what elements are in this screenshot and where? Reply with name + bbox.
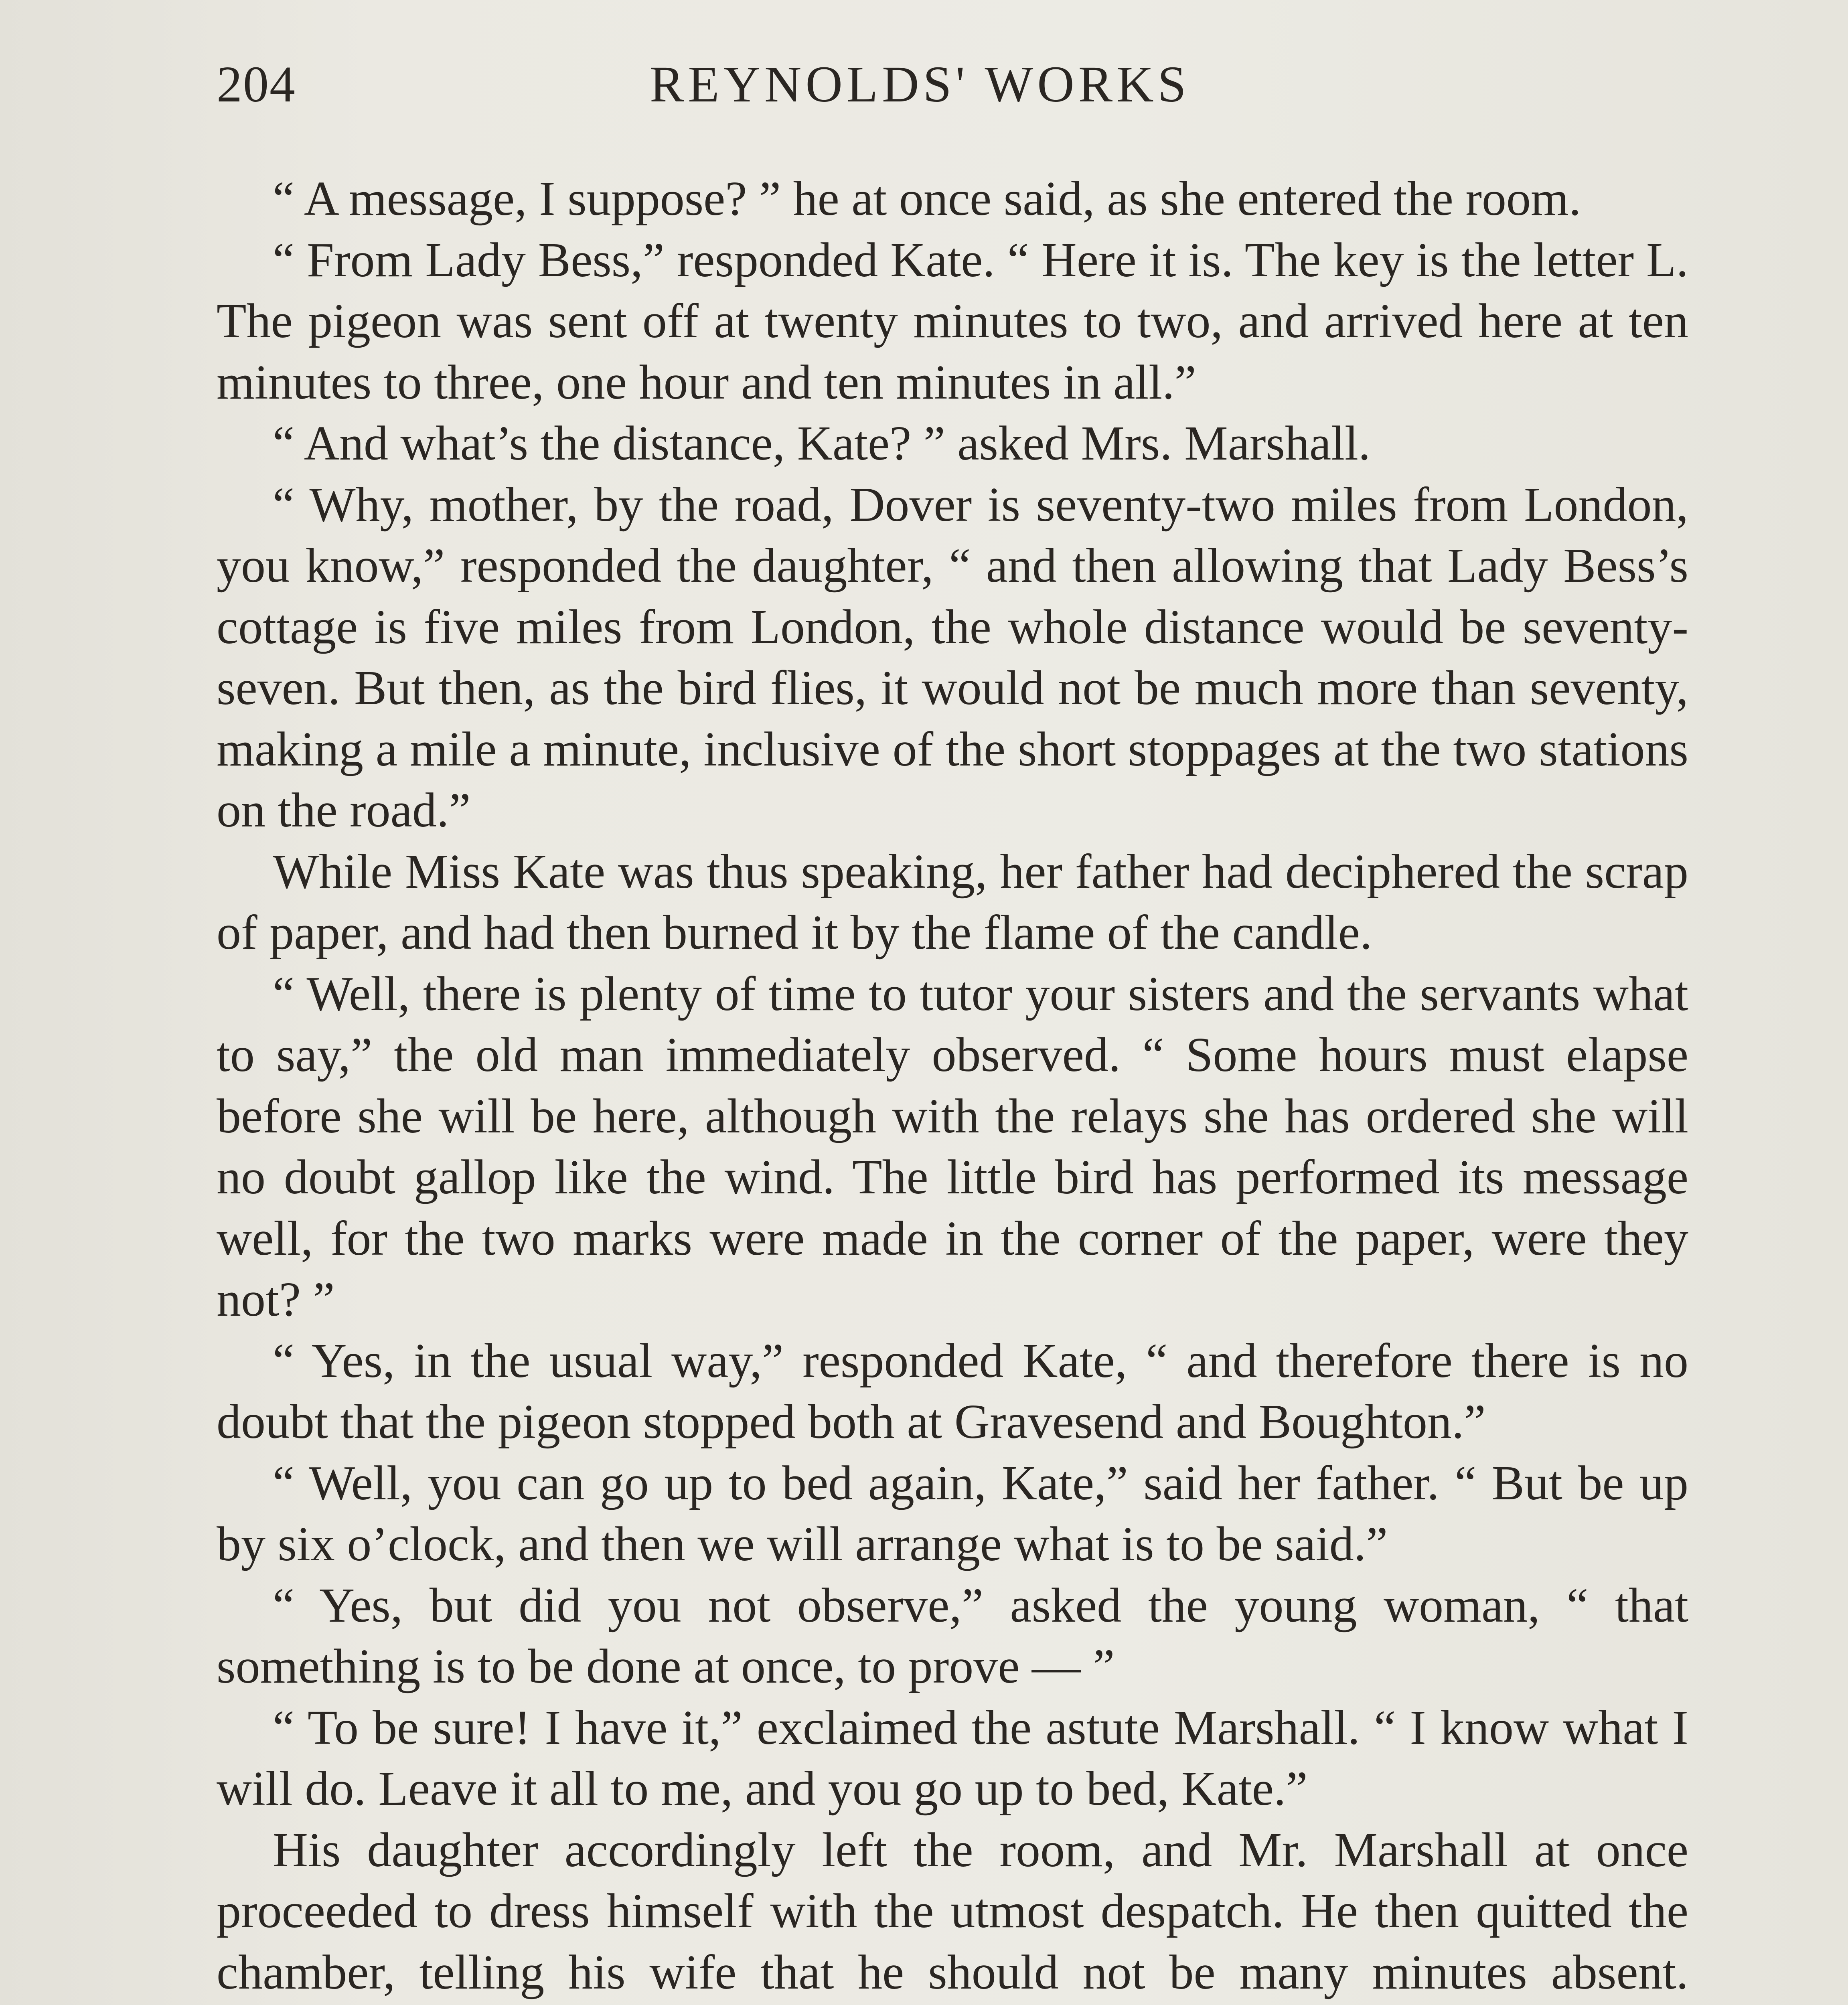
- page-number: 204: [217, 56, 296, 113]
- running-head: REYNOLDS' WORKS: [650, 56, 1190, 113]
- paragraph: “ Well, there is plenty of time to tutor your sisters and the servants what to say,” the old man immediately observed. “ Some hours must elapse before she will be here, although with the relays she has ordered she will no doubt gallop like the wind. The little bird has performed its message well, for the two marks were made in the corner of the paper, were they not? ”: [217, 966, 1688, 1327]
- paragraph: While Miss Kate was thus speaking, her father had deciphered the scrap of paper, and had then burned it by the flame of the candle.: [217, 844, 1688, 960]
- paragraph: “ Well, you can go up to bed again, Kate,” said her father. “ But be up by six o’clock, and then we will arrange what is to be said.”: [217, 1456, 1688, 1571]
- paragraph: His daughter accordingly left the room, and Mr. Marshall at once proceeded to dress himself with the utmost despatch. He then quitted the chamber, telling his wife that he should not be many minutes absent.: [217, 1823, 1688, 1999]
- paragraph: “ Why, mother, by the road, Dover is seventy-two miles from London, you know,” responded the daughter, “ and then allowing that Lady Bess’s cottage is five miles from London, the whole distance would be seventy-seven. But then, as the bird flies, it would not be much more than seventy, making a mile a minute, inclusive of the short stoppages at the two stations on the road.”: [217, 477, 1688, 837]
- paragraph: “ And what’s the distance, Kate? ” asked Mrs. Marshall.: [273, 416, 1371, 470]
- page-header: [217, 52, 1688, 116]
- paragraph: “ A message, I suppose? ” he at once said, as she entered the room.: [273, 172, 1581, 226]
- paragraph: “ Yes, in the usual way,” responded Kate, “ and therefore there is no doubt that the pigeon stopped both at Gravesend and Boughton.”: [217, 1333, 1688, 1449]
- paragraph: “ To be sure! I have it,” exclaimed the astute Marshall. “ I know what I will do. Leave it all to me, and you go up to bed, Kate.”: [217, 1700, 1688, 1816]
- paragraph: “ Yes, but did you not observe,” asked the young woman, “ that something is to be done at once, to prove — ”: [217, 1578, 1688, 1693]
- paragraph: “ From Lady Bess,” responded Kate. “ Here it is. The key is the letter L. The pigeon was sent off at twenty minutes to two, and arrived here at ten minutes to three, one hour and ten minutes in all.”: [217, 233, 1688, 409]
- body-text: [217, 168, 1688, 2005]
